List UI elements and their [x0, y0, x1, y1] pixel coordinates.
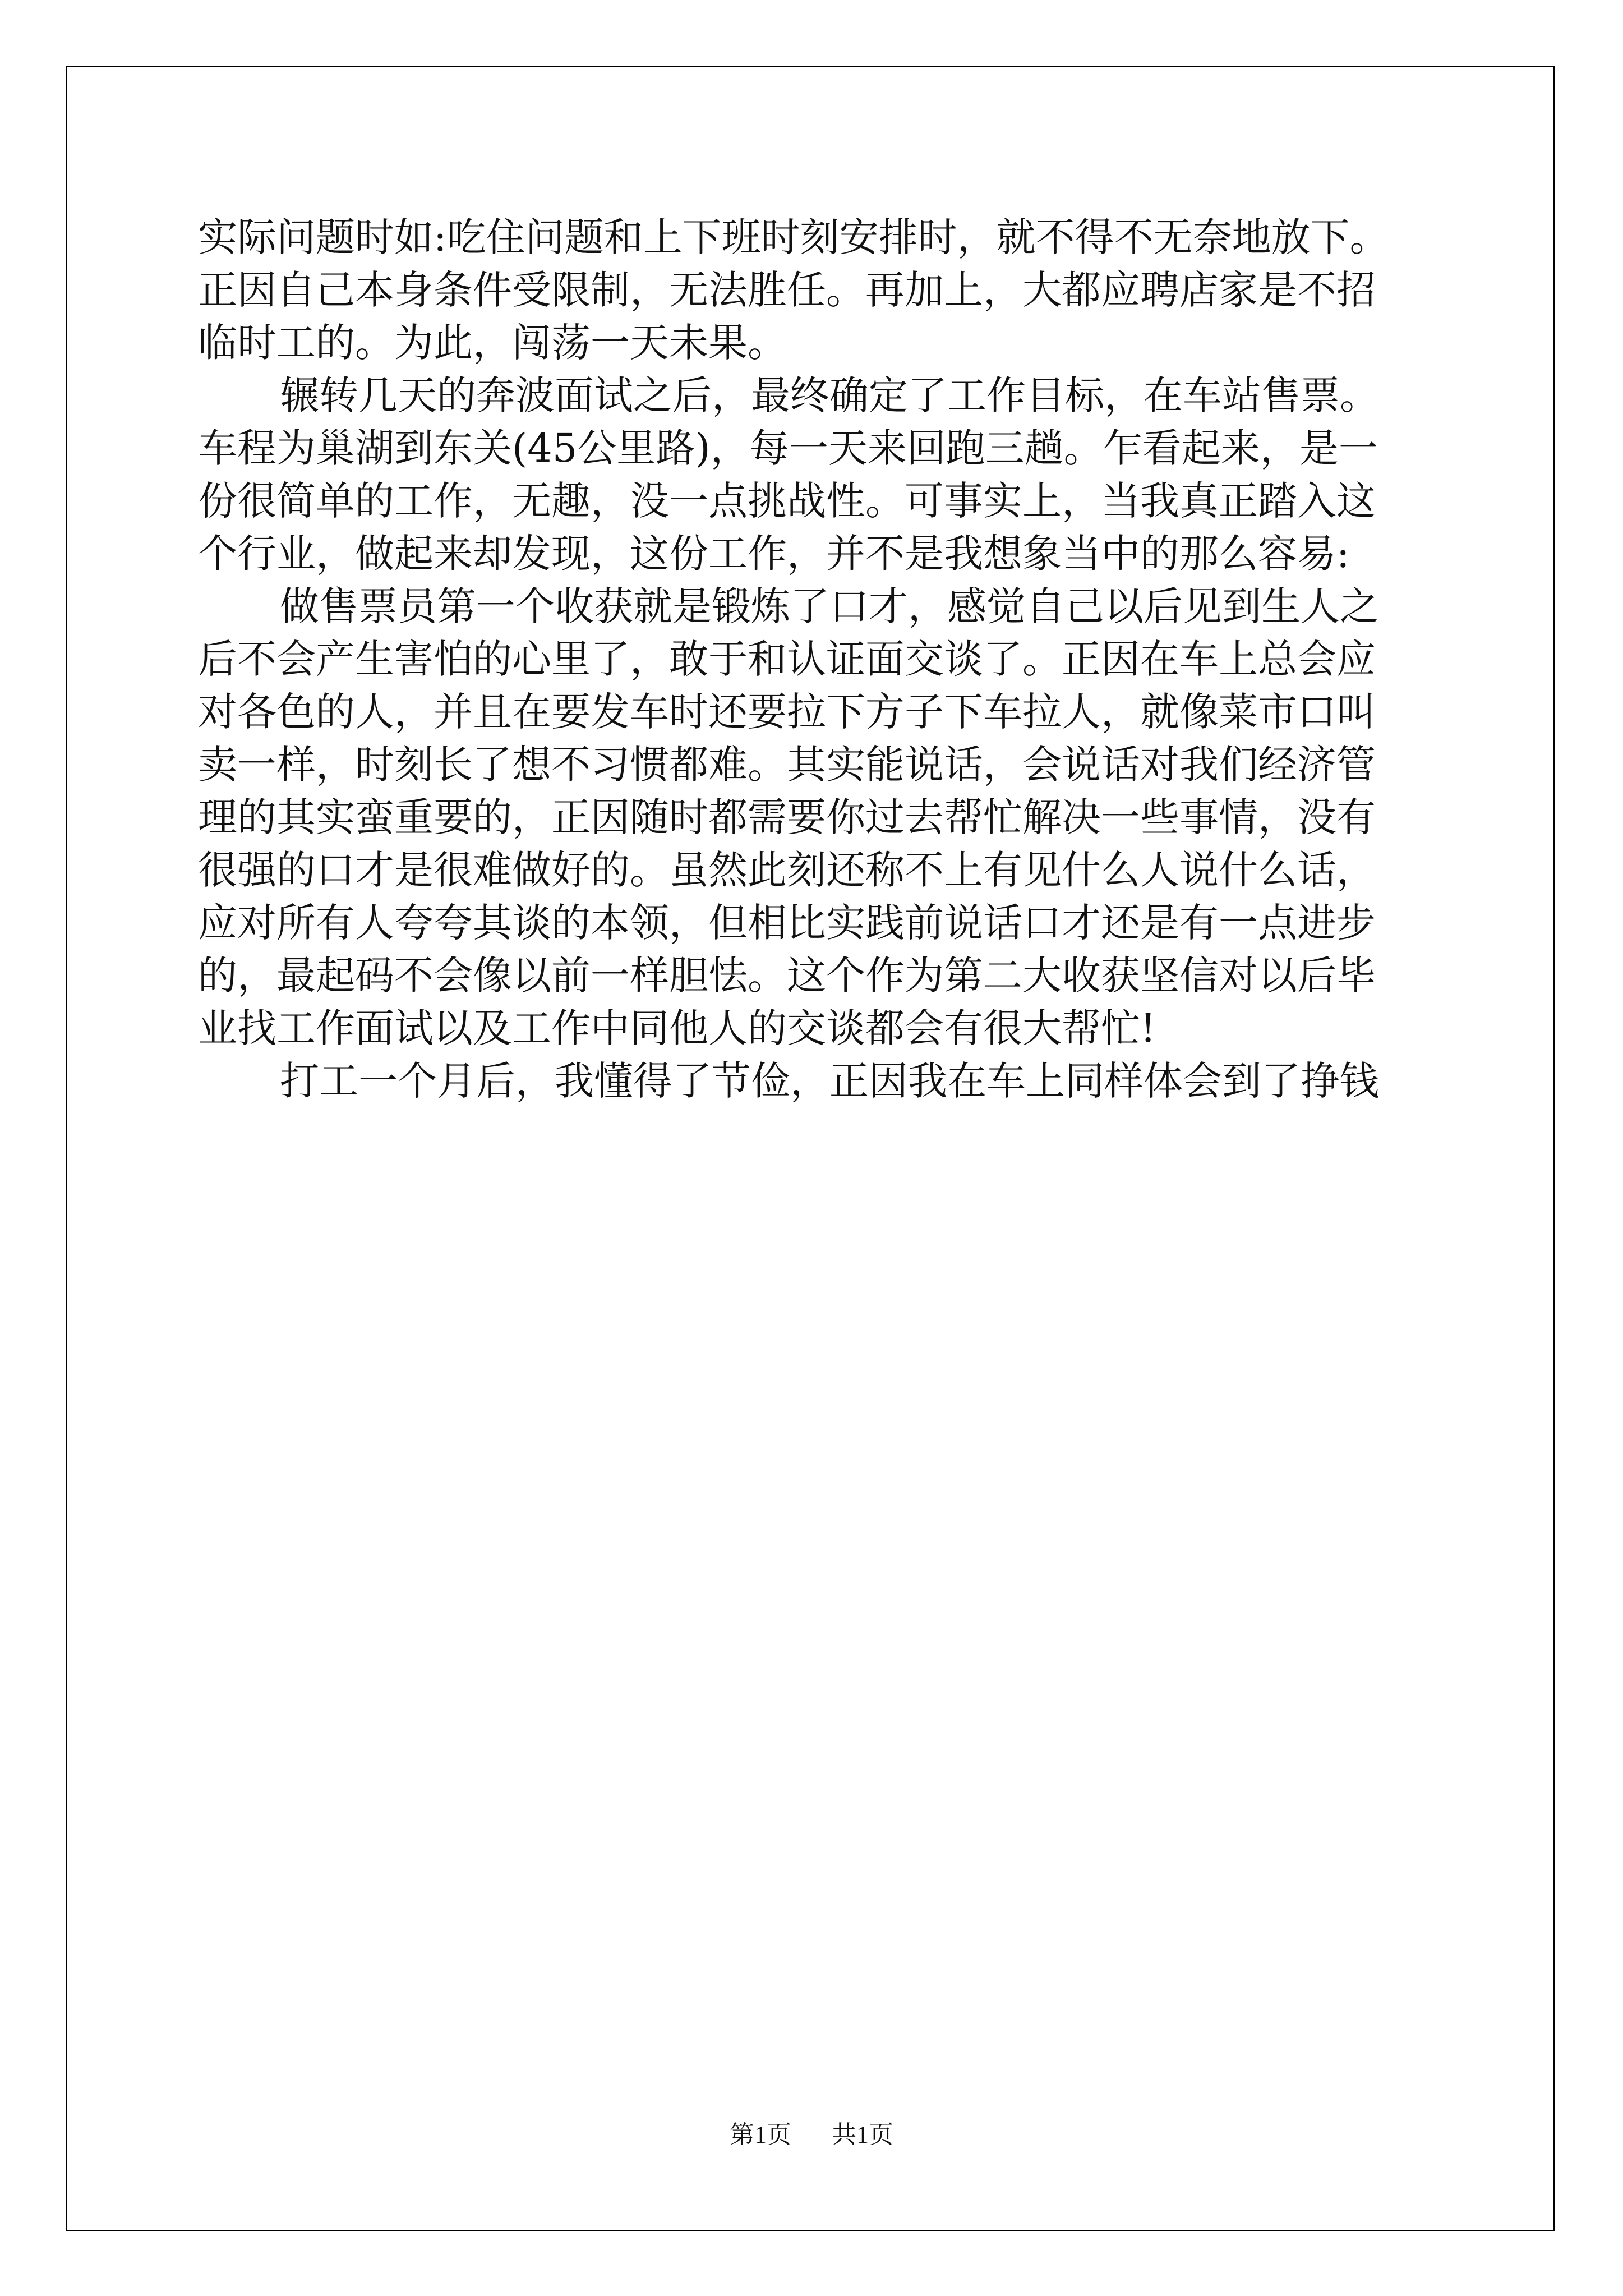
text-line: 做售票员第一个收获就是锻炼了口才，感觉自己以后见到生人之 — [280, 583, 1379, 629]
text-line: 的，最起码不会像以前一样胆怯。这个作为第二大收获坚信对以后毕 — [198, 953, 1376, 999]
text-line: 很强的口才是很难做好的。虽然此刻还称不上有见什么人说什么话， — [198, 847, 1376, 893]
text-line: 卖一样，时刻长了想不习惯都难。其实能说话，会说话对我们经济管 — [198, 742, 1376, 788]
page-footer — [0, 2118, 1623, 2152]
text-line: 理的其实蛮重要的，正因随时都需要你过去帮忙解决一些事情，没有 — [198, 794, 1376, 840]
text-line: 应对所有人夸夸其谈的本领，但相比实践前说话口才还是有一点进步 — [198, 900, 1376, 946]
document-body — [198, 211, 1488, 1107]
paragraph — [198, 369, 1488, 580]
text-line: 辗转几天的奔波面试之后，最终确定了工作目标，在车站售票。 — [280, 372, 1379, 418]
text-line: 实际问题时如:吃住问题和上下班时刻安排时，就不得不无奈地放下。 — [198, 214, 1389, 260]
text-line: 个行业，做起来却发现，这份工作，并不是我想象当中的那么容易: — [198, 531, 1350, 577]
text-line: 后不会产生害怕的心里了，敢于和认证面交谈了。正因在车上总会应 — [198, 636, 1376, 682]
paragraph — [198, 211, 1488, 369]
text-line: 临时工的。为此，闯荡一天未果。 — [198, 320, 787, 366]
paragraph — [198, 1055, 1488, 1107]
paragraph — [198, 580, 1488, 1055]
text-line: 对各色的人，并且在要发车时还要拉下方子下车拉人，就像菜市口叫 — [198, 689, 1376, 735]
page-number: 第1页 — [730, 2121, 791, 2148]
text-line: 份很简单的工作，无趣，没一点挑战性。可事实上，当我真正踏入这 — [198, 478, 1376, 524]
text-line: 打工一个月后，我懂得了节俭，正因我在车上同样体会到了挣钱 — [280, 1058, 1379, 1104]
text-line: 车程为巢湖到东关(45公里路)，每一天来回跑三趟。乍看起来，是一 — [198, 425, 1378, 471]
text-line: 正因自己本身条件受限制，无法胜任。再加上，大都应聘店家是不招 — [198, 267, 1376, 313]
text-line: 业找工作面试以及工作中同他人的交谈都会有很大帮忙! — [198, 1005, 1156, 1051]
page-total: 共1页 — [832, 2121, 893, 2148]
